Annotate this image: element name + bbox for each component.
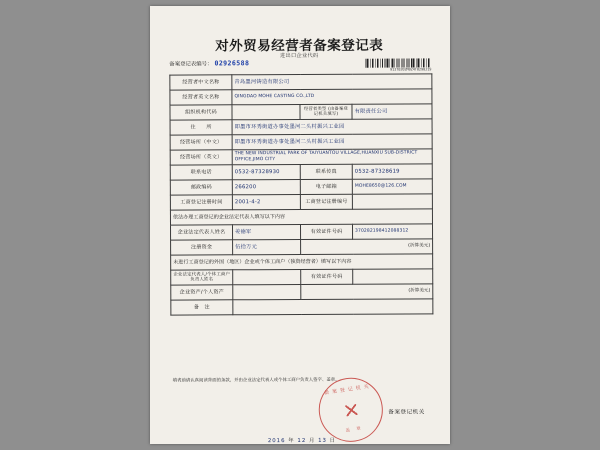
row-value: QINGDAO MOHE CASTING CO.,LTD [232, 89, 432, 105]
row-label: 组织机构代码 [170, 105, 232, 120]
row-value-2 [353, 269, 433, 284]
remark-value [233, 299, 433, 315]
row-value: 即墨市环秀街道办事处墨河二头村振兴工业园 [232, 119, 432, 135]
row-value: THE NEW INDUSTRIAL PARK OF TAIYUANTOU VILLAGE,HUANXIU SUB-DISTRICT OFFICE,JIMO CITY [232, 149, 432, 165]
date-year-label: 年 [288, 438, 295, 444]
serial-number: 91370202M0Z4T0290J19 [390, 67, 432, 72]
section-header-enterprise [170, 209, 432, 225]
row-label: 经营场所（英文） [170, 150, 232, 165]
row-value: 266200 [232, 179, 300, 194]
table-row [170, 89, 432, 105]
remark-label: 备 注 [171, 300, 233, 315]
row-label: 企业法定代表人姓名 [170, 225, 232, 240]
row-label: 邮政编码 [170, 180, 232, 195]
date-line [171, 435, 433, 444]
barcode-image [365, 58, 431, 67]
seal-label: 备案登记机关 [388, 409, 425, 416]
page-title: 对外贸易经营者备案登记表 [215, 37, 384, 55]
date-month: 12 [297, 437, 307, 444]
row-label: 企业法定代表人/个体工商户负责人姓名 [171, 270, 233, 285]
row-label-2: 联系传真 [300, 164, 352, 179]
table-row [170, 164, 432, 180]
row-value: 伍拾万元 [233, 239, 301, 254]
table-row [170, 179, 432, 195]
stamp-top-text: 备案登记机关 [323, 383, 373, 397]
date-month-label: 月 [308, 437, 316, 444]
row-value-2 [352, 194, 432, 209]
row-value-2: 0532-87328619 [352, 164, 432, 179]
table-row [170, 149, 432, 165]
row-label: 工商登记注册时间 [170, 195, 232, 210]
registration-table [169, 73, 433, 315]
row-unit: (折算美元) [301, 239, 433, 255]
document-paper [150, 6, 450, 444]
row-value: 0532-87328930 [232, 164, 300, 179]
table-row [171, 269, 433, 285]
row-value-2: 370282198412088312 [352, 224, 432, 239]
signature-area [171, 393, 433, 434]
section-header-individual [171, 254, 433, 270]
remark-row [171, 299, 433, 315]
row-label: 注册资金 [171, 240, 233, 255]
row-value [233, 284, 301, 299]
row-label-2: 电子邮箱 [300, 179, 352, 194]
row-value [232, 104, 300, 119]
table-row [170, 194, 432, 210]
row-label-2: 有效证件号码 [301, 269, 353, 284]
section-label: 依法办理工商登记的企业法定代表人填写以下内容 [170, 209, 432, 225]
row-label-2: 工商登记注册编号 [300, 194, 352, 209]
page-subtitle: 进出口企业代码 [280, 52, 319, 60]
row-unit: (折算美元) [301, 284, 433, 300]
row-label: 住 所 [170, 120, 232, 135]
row-label-2: 有效证件号码 [300, 224, 352, 239]
footnote-text: 填表前请认真阅读背面的条款，并由企业法定代表人或个体工商户负责人签字、盖章。 [172, 377, 340, 384]
row-label: 经营场所（中文） [170, 135, 232, 150]
date-day: 13 [318, 437, 327, 444]
row-label: 经营者中文名称 [170, 75, 232, 90]
record-number-label: 备案登记表编号： [169, 61, 213, 68]
table-row [171, 239, 433, 255]
row-value: 青岛墨河铸造有限公司 [232, 74, 432, 90]
table-row [171, 284, 433, 300]
table-row [170, 134, 432, 150]
date-year: 2016 [267, 438, 286, 444]
record-number-value: 02926588 [214, 59, 250, 68]
row-sub-label: 经营者类型 (由备案登记机关填写) [300, 104, 352, 119]
row-value: 即墨市环秀街道办事处墨河二头村振兴工业园 [232, 134, 432, 150]
row-value: 2001-4-2 [232, 194, 300, 209]
row-label: 企业资产/个人资产 [171, 285, 233, 300]
table-row [170, 74, 432, 90]
row-label: 联系电话 [170, 165, 232, 180]
row-sub-value: 有限责任公司 [352, 104, 432, 119]
record-number-row [169, 58, 431, 74]
table-row [170, 224, 432, 240]
row-value [233, 269, 301, 284]
stamp-bottom-text: 盖 章 [345, 426, 363, 434]
section-label: 未进行工商登记的外国（地区）企业或个体工商户（独资经营者）填写以下内容 [171, 254, 433, 270]
table-row [170, 119, 432, 135]
row-value: 姜德军 [232, 224, 300, 239]
row-value-2: MOHE8650@126.COM [352, 179, 432, 194]
table-row [170, 104, 432, 120]
row-label: 经营者英文名称 [170, 90, 232, 105]
date-day-label: 日 [329, 437, 337, 444]
